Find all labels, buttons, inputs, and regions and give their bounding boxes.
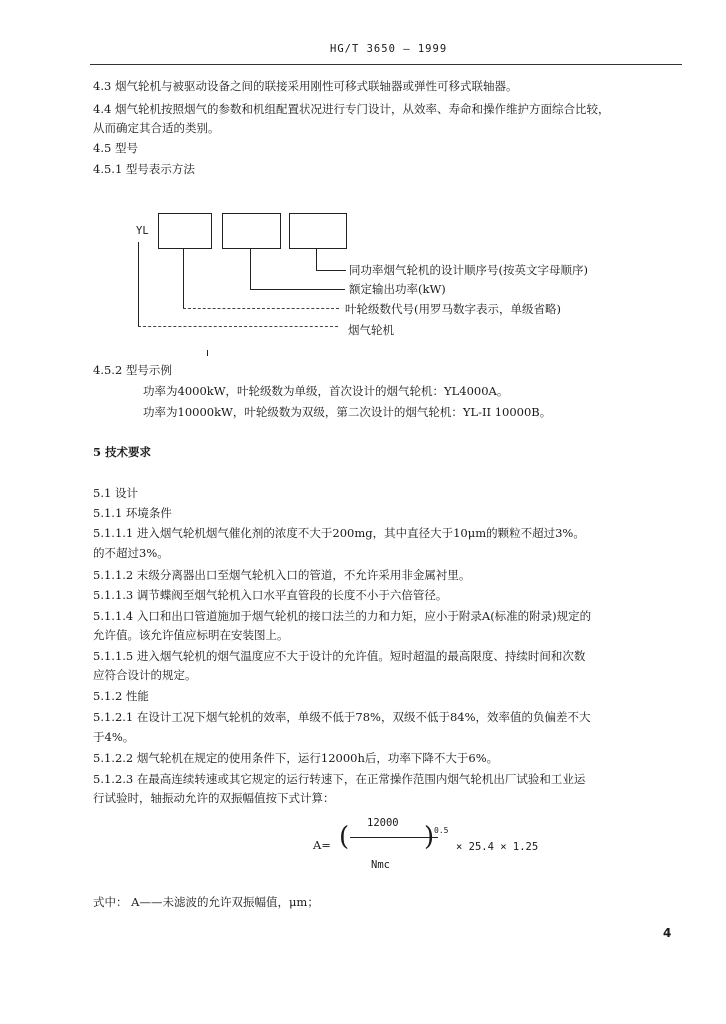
leader-sequence-v (316, 248, 317, 270)
paragraph-4-4-line1: 4.4 烟气轮机按照烟气的参数和机组配置状况进行专门设计，从效率、寿命和操作维护方面综合比较， (93, 102, 610, 116)
heading-5-1: 5.1 设计 (93, 486, 138, 500)
example-1: 功率为4000kW，叶轮级数为单级，首次设计的烟气轮机：YL4000A。 (143, 384, 509, 398)
label-stage: 叶轮级数代号(用罗马数字表示，单级省略) (345, 302, 561, 316)
paragraph-5-1-2-1-line2: 于4%。 (93, 730, 135, 744)
field-box-sequence (289, 213, 347, 249)
paragraph-5-1-2-3-line2: 行试验时，轴振动允许的双振幅值按下式计算： (93, 791, 335, 805)
paragraph-5-1-2-2: 5.1.2.2 烟气轮机在规定的使用条件下，运行12000h后，功率下降不大于6%。 (93, 751, 499, 765)
formula-right-paren: ) (424, 822, 435, 852)
formula-where-line: 式中： A——未滤波的允许双振幅值，μm； (93, 895, 319, 909)
heading-5-1-1: 5.1.1 环境条件 (93, 506, 172, 520)
formula-lhs: A= (313, 838, 331, 852)
page-number: 4 (663, 926, 672, 940)
heading-5-1-2: 5.1.2 性能 (93, 689, 149, 703)
leader-stage-v (183, 248, 184, 308)
field-box-power (222, 213, 281, 249)
formula-denominator: Nmc (371, 859, 390, 871)
heading-5: 5 技术要求 (93, 445, 152, 459)
formula-exponent: 0.5 (434, 826, 449, 835)
header-rule (90, 64, 682, 65)
paragraph-5-1-1-4-line1: 5.1.1.4 入口和出口管道施加于烟气轮机的接口法兰的力和力矩，应小于附录A(标准的附录)规定的 (93, 609, 592, 623)
paragraph-5-1-2-3-line1: 5.1.2.3 在最高连续转速或其它规定的运行转速下，在正常操作范围内烟气轮机出厂试验和工业运 (93, 772, 586, 786)
formula-rhs: × 25.4 × 1.25 (456, 841, 539, 853)
paragraph-5-1-1-1-line1: 5.1.1.1 进入烟气轮机烟气催化剂的浓度不大于200mg，其中直径大于10μm的颗粒不超过3%。 (93, 526, 585, 540)
field-box-stage (158, 213, 212, 249)
leader-type-h (138, 326, 338, 327)
paragraph-5-1-1-4-line2: 允许值。该允许值应标明在安装图上。 (93, 628, 289, 642)
leader-stage-h (183, 308, 339, 309)
leader-power-h (250, 289, 345, 290)
paragraph-5-1-1-5-line1: 5.1.1.5 进入烟气轮机的烟气温度应不大于设计的允许值。短时超温的最高限度、持续时间和次数 (93, 649, 586, 663)
scan-mark (207, 350, 208, 356)
paragraph-5-1-1-1-line2: 的不超过3%。 (93, 546, 169, 560)
leader-power-v (250, 248, 251, 289)
leader-type-v (138, 242, 139, 326)
formula-left-paren: ( (339, 822, 350, 852)
example-2: 功率为10000kW，叶轮级数为双级，第二次设计的烟气轮机：YL-II 10000B。 (143, 405, 552, 419)
model-prefix: YL (136, 225, 149, 237)
formula-numerator: 12000 (367, 817, 399, 829)
paragraph-5-1-2-1-line1: 5.1.2.1 在设计工况下烟气轮机的效率，单级不低于78%，双级不低于84%，效率值的负偏差不大 (93, 710, 591, 724)
paragraph-5-1-1-2: 5.1.1.2 末级分离器出口至烟气轮机入口的管道，不允许采用非金属衬里。 (93, 568, 471, 582)
standard-code-header: HG/T 3650 — 1999 (330, 43, 448, 55)
label-power: 额定输出功率(kW) (349, 282, 446, 296)
paragraph-5-1-1-3: 5.1.1.3 调节蝶阀至烟气轮机入口水平直管段的长度不小于六倍管径。 (93, 588, 448, 602)
paragraph-4-3: 4.3 烟气轮机与被驱动设备之间的联接采用刚性可移式联轴器或弹性可移式联轴器。 (93, 79, 518, 93)
label-type: 烟气轮机 (348, 323, 394, 337)
heading-4-5: 4.5 型号 (93, 141, 138, 155)
paragraph-5-1-1-5-line2: 应符合设计的规定。 (93, 668, 197, 682)
label-sequence: 同功率烟气轮机的设计顺序号(按英文字母顺序) (349, 263, 588, 277)
leader-sequence-h (316, 270, 346, 271)
heading-4-5-2: 4.5.2 型号示例 (93, 363, 172, 377)
heading-4-5-1: 4.5.1 型号表示方法 (93, 162, 195, 176)
paragraph-4-4-line2: 从而确定其合适的类别。 (93, 121, 220, 135)
